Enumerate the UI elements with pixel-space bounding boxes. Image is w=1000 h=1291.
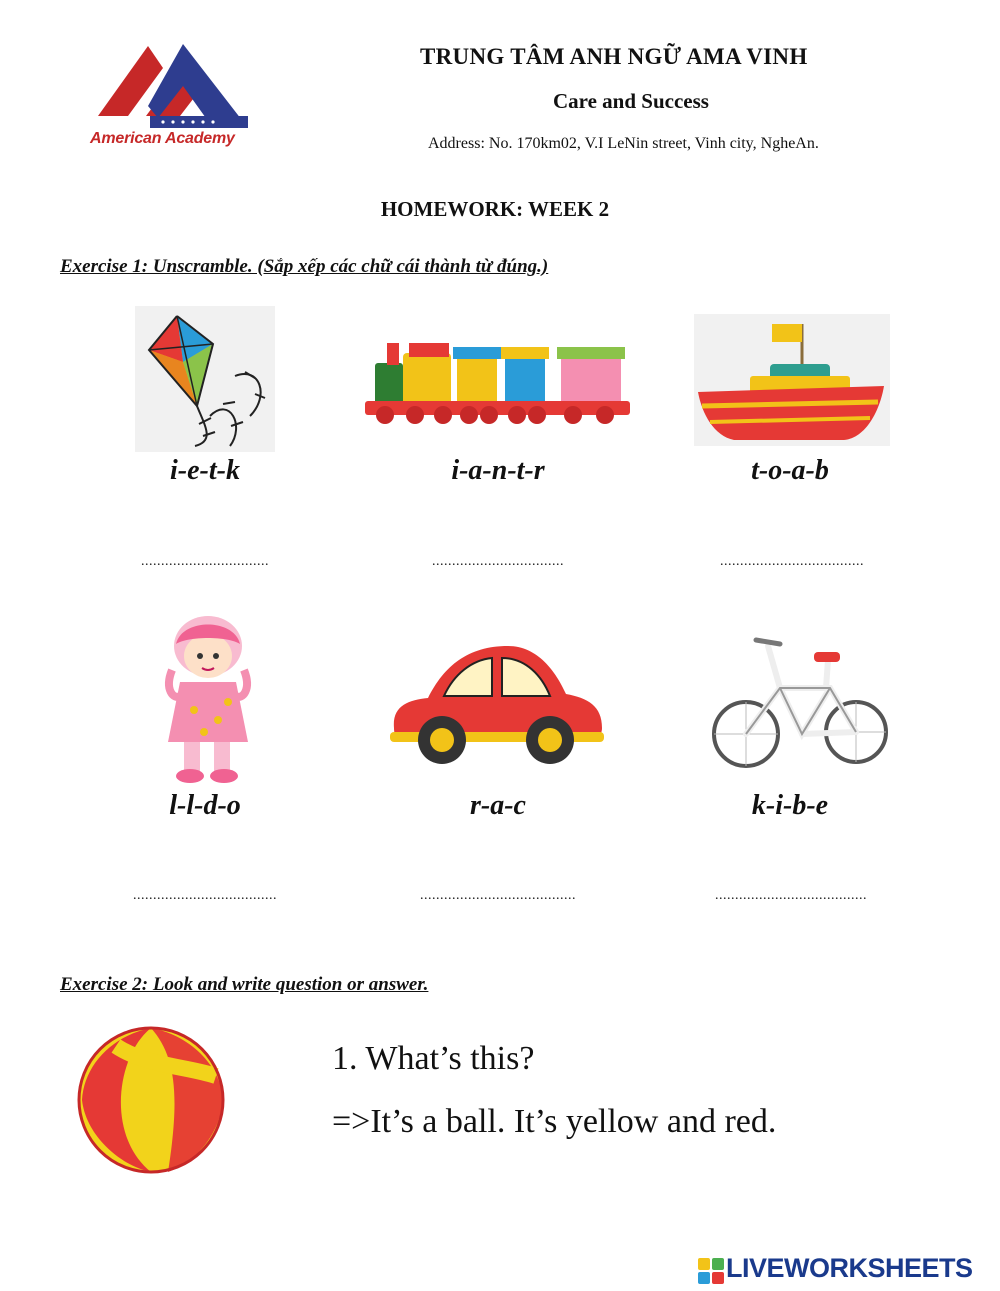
- scrambled-word-5: r-a-c: [470, 790, 526, 821]
- scrambled-word-4: l-l-d-o: [169, 790, 241, 821]
- scrambled-word-1: i-e-t-k: [170, 455, 240, 486]
- exercise-2-heading: Exercise 2: Look and write question or answer.: [60, 974, 429, 995]
- doll-icon: [154, 610, 262, 786]
- liveworksheets-logo-icon: [698, 1258, 724, 1284]
- center-name: TRUNG TÂM ANH NGỮ AMA VINH: [420, 44, 808, 69]
- question-1: 1. What’s this?: [332, 1040, 535, 1077]
- answer-blank-3[interactable]: ....................................: [720, 554, 864, 569]
- train-icon: [365, 333, 635, 433]
- kite-icon: [135, 306, 275, 452]
- logo-text: American Academy: [90, 130, 235, 147]
- answer-blank-6[interactable]: ......................................: [715, 888, 867, 903]
- answer-1: =>It’s a ball. It’s yellow and red.: [332, 1103, 777, 1140]
- answer-blank-4[interactable]: ....................................: [133, 888, 277, 903]
- brand-text: LIVEWORKSHEETS: [726, 1253, 973, 1283]
- answer-blank-1[interactable]: ................................: [141, 554, 269, 569]
- liveworksheets-brand[interactable]: [698, 1252, 998, 1288]
- answer-blank-2[interactable]: .................................: [432, 554, 564, 569]
- scrambled-word-6: k-i-b-e: [751, 790, 829, 821]
- homework-title: HOMEWORK: WEEK 2: [380, 197, 610, 221]
- answer-blank-5[interactable]: .......................................: [420, 888, 576, 903]
- exercise-1-heading: Exercise 1: Unscramble. (Sắp xếp các chữ cái thành từ đúng.): [60, 256, 549, 277]
- scrambled-word-3: t-o-a-b: [751, 455, 829, 486]
- ball-icon: [76, 1026, 226, 1174]
- car-icon: [388, 636, 606, 768]
- boat-icon: [694, 314, 890, 446]
- scrambled-word-2: i-a-n-t-r: [451, 455, 545, 486]
- address: Address: No. 170km02, V.I LeNin street, Vinh city, NgheAn.: [428, 135, 819, 152]
- bike-icon: [710, 632, 890, 774]
- slogan: Care and Success: [553, 89, 709, 113]
